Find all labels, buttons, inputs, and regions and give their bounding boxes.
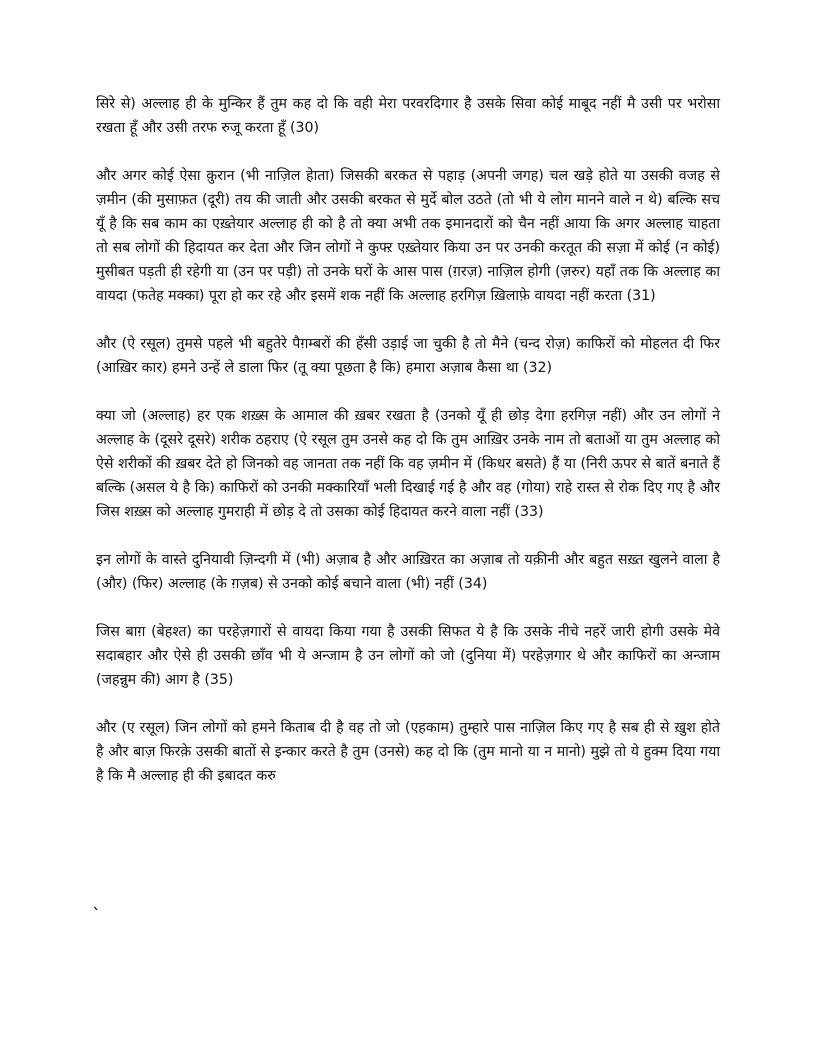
- trailing-mark: `: [92, 905, 101, 926]
- paragraph-verse-33: क्या जो (अल्लाह) हर एक शख़्स के आमाल की ख़बर रखता है (उनको यूँ ही छोड़ देगा हरगिज़ नहीं) और उन लोगों ने अल्लाह के (दूसरे दूसरे) शरीक ठहराए (ऐ रसूल तुम उनसे कह दो कि तुम आख़िर उनके नाम तो बताओं या तुम अल्लाह को ऐसे शरीकों की ख़बर देते हो जिनको वह जानता तक नहीं कि वह ज़मीन में (किधर बसते) हैं या (निरी ऊपर से बातें बनाते हैं बल्कि (असल ये है कि) काफिरों को उनकी मक्कारियाँ भली दिखाई गई है और वह (गोया) राहे रास्त से रोक दिए गए है और जिस शख़्स को अल्लाह गुमराही में छोड़ दे तो उसका कोई हिदायत करने वाला नहीं (33): [96, 408, 720, 520]
- paragraph-verse-30: सिरे से) अल्लाह ही के मुन्किर हैं तुम कह दो कि वही मेरा परवरदिगार है उसके सिवा कोई माबूद नहीं मै उसी पर भरोसा रखता हूँ और उसी तरफ रुजू करता हूँ (30): [96, 96, 720, 136]
- paragraph-verse-36: और (ए रसूल) जिन लोगों को हमने किताब दी है वह तो जो (एहकाम) तुम्हारे पास नाज़िल किए गए है सब ही से ख़ुश होते है और बाज़ फिरके़ उसकी बातों से इन्कार करते है तुम (उनसे) कह दो कि (तुम मानो या न मानो) मुझे तो ये हुक्म दिया गया है कि मै अल्लाह ही की इबादत करु: [96, 720, 720, 784]
- paragraph-verse-31: और अगर कोई ऐसा क़ुरान (भी नाज़िल हेाता) जिसकी बरकत से पहाड़ (अपनी जगह) चल खड़े होते या उसकी वजह से ज़मीन (की मुसाफ़त (दूरी) तय की जाती और उसकी बरकत से मुर्दे बोल उठते (तो भी ये लोग मानने वाले न थे) बल्कि सच यूँ है कि सब काम का एख़्तेयार अल्लाह ही को है तो क्या अभी तक इमानदारों को चैन नहीं आया कि अगर अल्लाह चाहता तो सब लोगों की हिदायत कर देता और जिन लोगों ने कुफ्ऱ एख़्तेयार किया उन पर उनकी करतूत की सज़ा में कोई (न कोई) मुसीबत पड़ती ही रहेगी या (उन पर पड़ी) तो उनके घरों के आस पास (ग़रज़) नाज़िल होगी (ज़रुर) यहाँ तक कि अल्लाह का वायदा (फतेह मक्का) पूरा हो कर रहे और इसमें शक नहीं कि अल्लाह हरगिज़ ख़िलाफ़े वायदा नहीं करता (31): [96, 168, 720, 304]
- document-body: [96, 92, 720, 812]
- paragraph-verse-34: इन लोगों के वास्ते दुनियावी ज़िन्दगी में (भी) अज़ाब है और आख़िरत का अज़ाब तो यक़ीनी और बहुत सख़्त खुलने वाला है (और) (फिर) अल्लाह (के ग़ज़ब) से उनको कोई बचाने वाला (भी) नहीं (34): [96, 552, 720, 592]
- paragraph-verse-32: और (ऐ रसूल) तुमसे पहले भी बहुतेरे पैग़म्बरों की हँसी उड़ाई जा चुकी है तो मैने (चन्द रोज़) काफिरों को मोहलत दी फिर (आख़िर कार) हमने उन्हें ले डाला फिर (तू क्या पूछता है कि) हमारा अज़ाब कैसा था (32): [96, 336, 720, 376]
- paragraph-verse-35: जिस बाग़ (बेहश्त) का परहेज़गारों से वायदा किया गया है उसकी सिफत ये है कि उसके नीचे नहरें जारी होगी उसके मेवे सदाबहार और ऐसे ही उसकी छाँव भी ये अन्जाम है उन लोगों को जो (दुनिया में) परहेज़गार थे और काफिरों का अन्जाम (जहन्नुम की) आग है (35): [96, 624, 720, 688]
